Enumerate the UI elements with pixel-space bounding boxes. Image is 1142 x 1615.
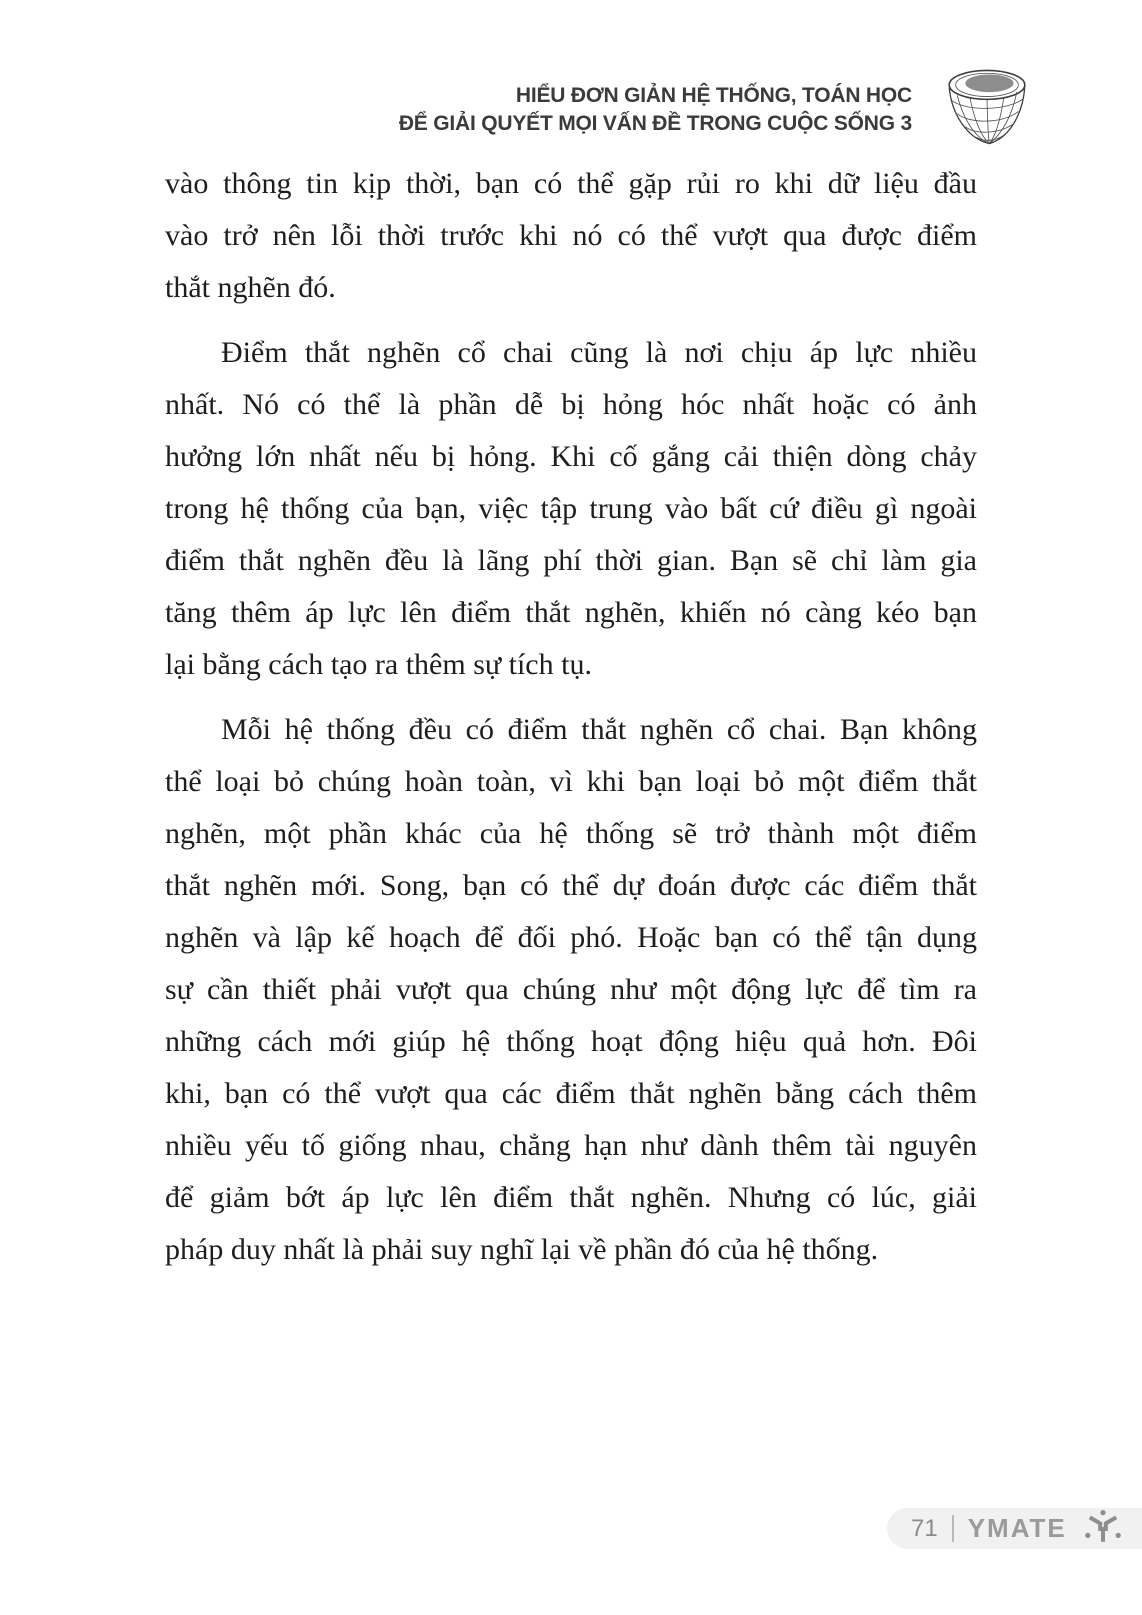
text-line: nghẽn, một phần khác của hệ thống sẽ trở thành một điểm [165,817,977,850]
text-line: khi, bạn có thể vượt qua các điểm thắt nghẽn bằng cách thêm [165,1077,977,1110]
text-line: pháp duy nhất là phải suy nghĩ lại về phần đó của hệ thống. [165,1233,879,1266]
text-line: Mỗi hệ thống đều có điểm thắt nghẽn cổ chai. Bạn không [221,713,977,746]
running-head [399,82,912,138]
text-line: lại bằng cách tạo ra thêm sự tích tụ. [165,648,592,681]
text-line: nhiều yếu tố giống nhau, chẳng hạn như dành thêm tài nguyên [165,1129,977,1162]
ymate-logo-icon [1083,1509,1123,1549]
paragraph [165,158,977,314]
text-line: để giảm bớt áp lực lên điểm thắt nghẽn. Nhưng có lúc, giải [165,1181,977,1214]
paragraph [165,327,977,691]
page-body [165,158,977,1289]
text-line: Điểm thắt nghẽn cổ chai cũng là nơi chịu áp lực nhiều [221,336,977,369]
text-line: thắt nghẽn mới. Song, bạn có thể dự đoán được các điểm thắt [165,869,977,902]
globe-wireframe-icon [946,63,1028,147]
text-line: thắt nghẽn đó. [165,271,336,304]
text-line: điểm thắt nghẽn đều là lãng phí thời gian. Bạn sẽ chỉ làm gia [165,544,977,577]
text-line: vào trở nên lỗi thời trước khi nó có thể vượt qua được điểm [165,219,977,252]
text-line: những cách mới giúp hệ thống hoạt động hiệu quả hơn. Đôi [165,1025,977,1058]
running-head-line1: HIỂU ĐƠN GIẢN HỆ THỐNG, TOÁN HỌC [515,84,912,107]
text-line: nghẽn và lập kế hoạch để đối phó. Hoặc bạn có thể tận dụng [165,921,977,954]
brand-name: YMATE [967,1513,1067,1543]
text-line: sự cần thiết phải vượt qua chúng như một động lực để tìm ra [165,973,977,1006]
paragraph [165,704,977,1276]
footer-pill [887,1508,1142,1549]
text-line: thể loại bỏ chúng hoàn toàn, vì khi bạn loại bỏ một điểm thắt [165,765,977,798]
page-number: 71 [911,1514,938,1542]
text-line: hưởng lớn nhất nếu bị hỏng. Khi cố gắng cải thiện dòng chảy [165,440,977,473]
running-head-line2: ĐỂ GIẢI QUYẾT MỌI VẤN ĐỀ TRONG CUỘC SỐNG 3 [398,112,912,135]
text-line: trong hệ thống của bạn, việc tập trung vào bất cứ điều gì ngoài [165,492,977,525]
text-line: nhất. Nó có thể là phần dễ bị hỏng hóc nhất hoặc có ảnh [165,388,977,421]
text-line: vào thông tin kịp thời, bạn có thể gặp rủi ro khi dữ liệu đầu [165,167,977,200]
text-line: tăng thêm áp lực lên điểm thắt nghẽn, khiến nó càng kéo bạn [165,596,977,629]
footer-divider [952,1515,954,1542]
